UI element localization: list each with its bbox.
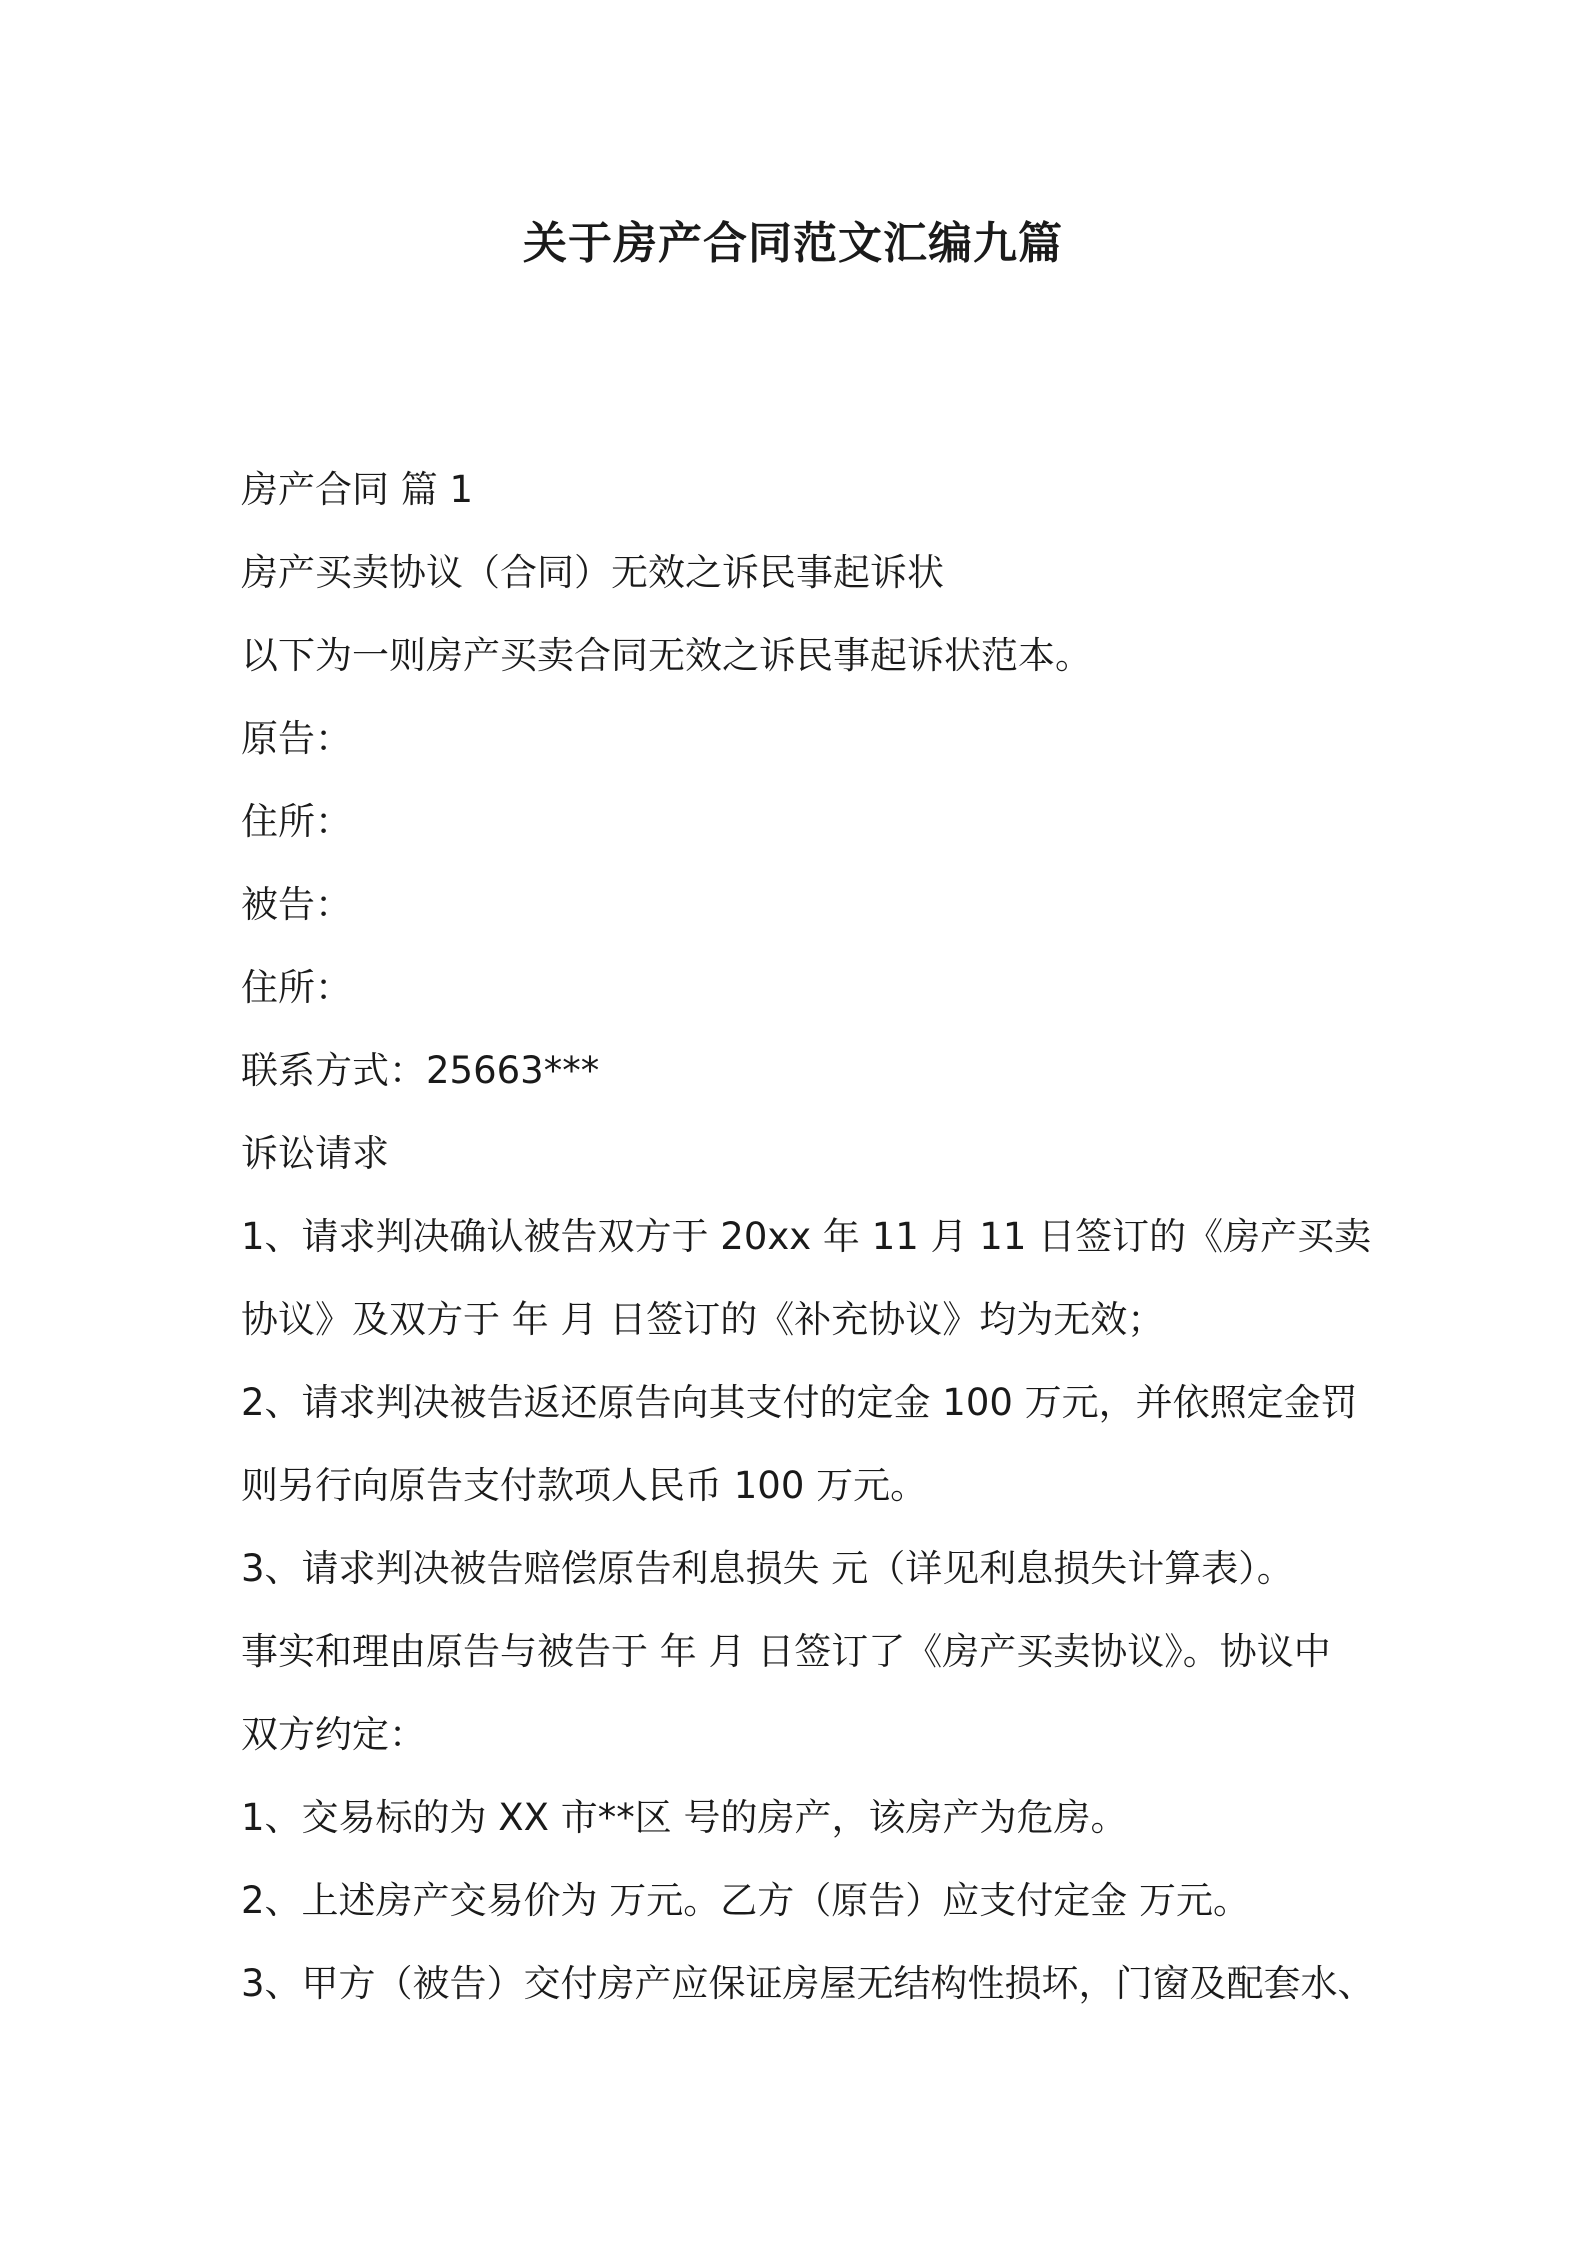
facts-line: 双方约定：	[241, 1713, 426, 1756]
facts-line: 事实和理由原告与被告于 年 月 日签订了《房产买卖协议》。协议中	[241, 1630, 1331, 1673]
contact-field: 联系方式：25663***	[241, 1049, 600, 1092]
claim-line: 协议》及双方于 年 月 日签订的《补充协议》均为无效；	[241, 1298, 1165, 1341]
paragraph: 以下为一则房产买卖合同无效之诉民事起诉状范本。	[241, 634, 1092, 677]
claim-line: 1、请求判决确认被告双方于 20xx 年 11 月 11 日签订的《房产买卖	[241, 1215, 1372, 1258]
claim-line: 3、请求判决被告赔偿原告利息损失 元（详见利息损失计算表）。	[241, 1547, 1294, 1590]
section-heading: 房产合同 篇 1	[241, 468, 474, 511]
agreement-term-line: 1、交易标的为 XX 市**区 号的房产，该房产为危房。	[241, 1796, 1128, 1839]
defendant-field: 被告：	[241, 883, 352, 926]
claims-heading: 诉讼请求	[241, 1132, 389, 1175]
claim-line: 2、请求判决被告返还原告向其支付的定金 100 万元，并依照定金罚	[241, 1381, 1358, 1424]
document-body	[241, 448, 1391, 2025]
plaintiff-address-field: 住所：	[241, 800, 352, 843]
claim-line: 则另行向原告支付款项人民币 100 万元。	[241, 1464, 928, 1507]
agreement-term-line: 3、甲方（被告）交付房产应保证房屋无结构性损坏，门窗及配套水、	[241, 1962, 1375, 2005]
agreement-term-line: 2、上述房产交易价为 万元。乙方（原告）应支付定金 万元。	[241, 1879, 1251, 1922]
plaintiff-field: 原告：	[241, 717, 352, 760]
paragraph: 房产买卖协议（合同）无效之诉民事起诉状	[241, 551, 944, 594]
defendant-address-field: 住所：	[241, 966, 352, 1009]
document-title: 关于房产合同范文汇编九篇	[523, 218, 1063, 269]
